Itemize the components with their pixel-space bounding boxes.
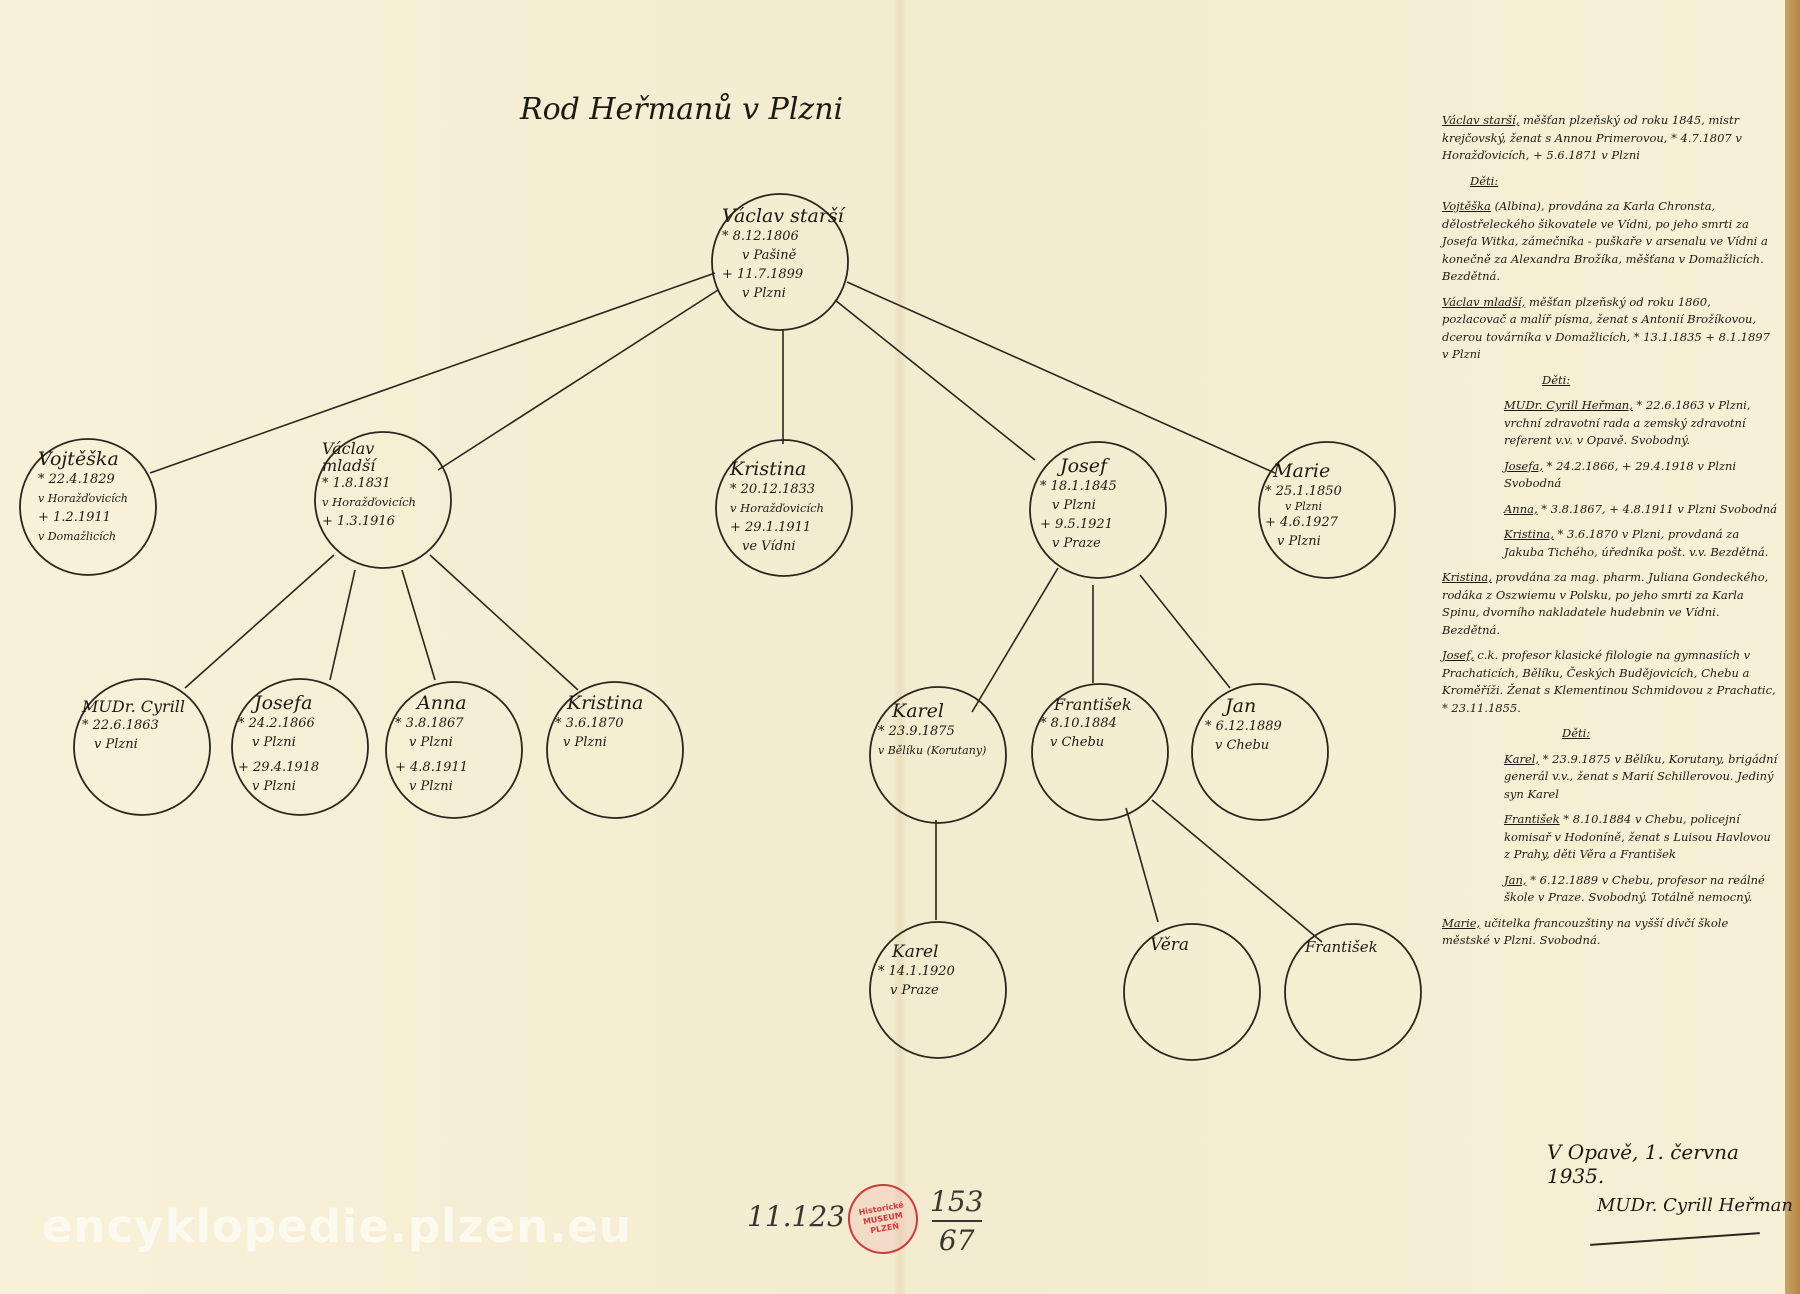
node-line: + 9.5.1921 [1040,517,1113,532]
node-line: v Praze [1052,536,1101,551]
node-line: * 1.8.1831 [322,476,391,491]
note-body: * 8.10.1884 v Chebu, policejní komisař v Hodoníně, ženat s Luisou Havlovou z Prahy, děti Věra a František [1504,812,1771,861]
node-frantisek-2 [1305,938,1378,956]
node-line: v Plzni [1277,534,1321,549]
edge-vm-cyrill [185,555,334,688]
note-head: Kristina, [1442,570,1492,584]
node-line: v Horažďovicích [730,501,824,515]
note-paragraph [1504,872,1778,907]
note-head: Kristina, [1504,527,1554,541]
node-line: * 6.12.1889 [1205,719,1282,734]
node-line: + 11.7.1899 [722,267,804,282]
node-line: * 3.8.1867 [395,716,464,731]
node-line: * 25.1.1850 [1265,484,1342,499]
note-paragraph [1442,294,1778,364]
node-line: v Plzni [252,779,296,794]
note-paragraph [1504,811,1778,864]
node-line: + 1.3.1916 [322,514,395,529]
note-body: provdána za mag. pharm. Juliana Gondeckého, rodáka z Oszwiemu v Polsku, po jeho smrti za Karla Spinu, dvorního nakladatele hudebnin ve Vídni. Bezdětná. [1442,570,1769,637]
tree-node-circles [20,194,1421,1060]
node-josefa [238,692,319,796]
node-vaclav-starsi [722,205,844,303]
note-body: měšťan plzeňský od roku 1860, pozlacovač a malíř písma, ženat s Antonií Brožíkovou, dcerou továrníka v Domažlicích, * 13.1.1835 + 8.1.1897 v Plzni [1442,294,1770,361]
node-name: Marie [1273,460,1331,482]
edge-vm-josefa [330,570,355,680]
node-frantisek [1040,695,1132,752]
note-paragraph [1442,647,1778,717]
note-head: MUDr. Cyrill Heřman, [1504,398,1633,412]
edge-vaclav-vojteska [150,273,715,473]
node-line: ve Vídni [742,539,796,554]
node-line: v Plzni [742,286,786,301]
edge-vm-kristina [430,555,578,690]
note-paragraph [1442,198,1778,286]
node-josef [1040,455,1117,553]
document-title: Rod Heřmanů v Plzni [520,92,844,127]
note-body: (Albina), provdána za Karla Chronsta, dělostřeleckého šikovatele ve Vídni, po jeho smrti za Josefa Witka, zámečníka - puškaře v arsenalu ve Vídni a konečně za Alexandra Brožíka, měšťana v Domažlicích. Bezdětná. [1442,199,1768,283]
note-body: * 3.6.1870 v Plzni, provdaná za Jakuba Tichého, úředníka pošt. v.v. Bezdětná. [1504,527,1769,559]
node-line: v Horažďovicích [322,495,416,509]
node-line: v Pašině [742,248,797,263]
note-body: * 24.2.1866, + 29.4.1918 v Plzni Svobodná [1504,458,1737,490]
node-name: Josefa [254,692,313,714]
node-line: * 22.6.1863 [82,718,159,733]
node-name: František [1305,938,1378,956]
note-body: učitelka francouzštiny na vyšší dívčí škole městské v Plzni. Svobodná. [1442,915,1729,947]
node-line: v Horažďovicích [38,492,128,505]
node-line: v Plzni [563,735,607,750]
edge-vaclav-marie [847,282,1275,473]
signature: MUDr. Cyrill Heřman [1597,1195,1793,1216]
note-body: * 23.9.1875 v Bělíku, Korutany, brigádní generál v.v., ženat s Marií Schillerovou. Jediný syn Karel [1504,751,1778,801]
node-vera [1150,935,1189,955]
node-name: Václav starší [722,205,844,227]
node-name: Václav mladší [322,439,376,475]
note-children-heading: Děti: [1470,173,1499,188]
catalog-fraction-bottom: 67 [938,1224,975,1257]
edge-frantisek-frantisek [1152,800,1322,942]
node-jan [1205,695,1282,755]
node-name: Jan [1225,695,1257,717]
fraction-bar [932,1220,982,1222]
node-line: v Chebu [1050,735,1105,750]
node-name: Věra [1150,935,1190,955]
node-vojteska [38,448,128,546]
node-line: * 14.1.1920 [878,964,955,979]
node-name: Kristina [730,458,807,480]
node-line: v Bělíku (Korutany) [878,744,987,757]
edge-vaclav-vaclavml [438,290,718,470]
note-paragraph [1504,751,1778,804]
node-name: Vojtěška [38,448,119,470]
node-kristina-2 [555,692,643,752]
note-head: Václav starší, [1442,113,1520,127]
node-line: * 23.9.1875 [878,724,955,739]
node-line: + 4.8.1911 [395,760,468,775]
note-head: Josefa, [1504,458,1544,473]
node-line: v Chebu [1215,738,1270,753]
node-name: Anna [417,692,467,714]
edge-josef-karel [972,568,1058,712]
node-karel-2 [878,942,955,1000]
note-head: Vojtěška [1442,199,1491,213]
node-line: + 4.6.1927 [1265,515,1338,530]
edge-vm-anna [402,570,435,680]
watermark: encyklopedie.plzen.eu [42,1200,632,1253]
note-head: Václav mladší, [1442,294,1526,309]
node-kristina [730,458,824,556]
note-body: c.k. profesor klasické filologie na gymnasiích v Prachaticích, Bělíku, Českých Budějovicích, Chebu a Kroměříži. Ženat s Klementinou Schmidovou z Prachatic, * 23.11.1855. [1442,648,1776,715]
genealogy-notes [1442,112,1778,958]
node-line: v Praze [890,983,939,998]
node-line: v Plzni [94,737,138,752]
node-line: * 18.1.1845 [1040,479,1117,494]
node-line: v Plzni [1052,498,1096,513]
note-head: Jan, [1504,872,1527,887]
node-name: Karel [892,942,939,962]
tree-connectors [150,273,1322,942]
edge-josef-jan [1140,575,1230,688]
node-line: v Plzni [1285,500,1323,513]
edge-frantisek-vera [1126,808,1158,922]
node-line: * 3.6.1870 [555,716,624,731]
node-karel [878,700,986,760]
node-name: Kristina [567,692,644,714]
note-children-heading: Děti: [1542,372,1571,387]
note-paragraph [1442,569,1778,639]
note-paragraph [1504,501,1778,519]
place-date: V Opavě, 1. června 1935. [1547,1140,1739,1188]
catalog-fraction-top: 153 [930,1185,984,1218]
node-name: Josef [1060,455,1108,477]
note-children-heading: Děti: [1562,726,1591,740]
node-line: * 20.12.1833 [730,482,816,497]
node-line: + 29.4.1918 [238,760,320,775]
museum-stamp: Historické MUSEUM PLZEŇ [842,1178,923,1259]
node-circle-vera [1124,924,1260,1060]
catalog-fraction [930,1185,983,1257]
node-line: + 29.1.1911 [730,520,812,535]
node-line: * 22.4.1829 [38,472,115,487]
node-name: Karel [892,700,944,722]
node-vaclav-mladsi [322,440,416,531]
note-paragraph [1504,397,1778,450]
note-body: měšťan plzeňský od roku 1845, mistr krejčovský, ženat s Annou Primerovou, * 4.7.1807 v Horažďovicích, + 5.6.1871 v Plzni [1442,113,1742,162]
node-line: * 8.10.1884 [1040,716,1117,731]
note-body: * 22.6.1863 v Plzni, vrchní zdravotní rada a zemský zdravotní referent v.v. v Opavě. Svobodný. [1504,398,1751,447]
inventory-number: 11.123 [747,1200,845,1233]
note-paragraph [1504,526,1778,561]
node-name: MUDr. Cyrill [82,697,186,716]
note-paragraph [1504,458,1778,493]
node-line: v Plzni [252,735,296,750]
node-anna [395,692,468,796]
note-head: František [1504,812,1560,826]
node-line: v Plzni [409,735,453,750]
note-paragraph [1442,112,1778,165]
note-head: Karel, [1504,751,1540,766]
note-head: Marie, [1442,915,1481,930]
node-line: * 8.12.1806 [722,229,799,244]
note-body: * 3.8.1867, + 4.8.1911 v Plzni Svobodná [1541,501,1777,516]
node-line: * 24.2.1866 [238,716,315,731]
note-paragraph [1442,915,1778,950]
node-line: + 1.2.1911 [38,510,111,525]
note-head: Josef, [1442,648,1474,662]
note-head: Anna, [1504,501,1538,516]
node-marie [1265,460,1342,551]
node-name: František [1054,695,1132,714]
node-line: v Domažlicích [38,530,116,543]
edge-vaclav-josef [835,300,1035,460]
note-body: * 6.12.1889 v Chebu, profesor na reálné škole v Praze. Svobodný. Totálně nemocný. [1504,872,1765,904]
node-line: v Plzni [409,779,453,794]
node-cyrill [82,697,185,754]
